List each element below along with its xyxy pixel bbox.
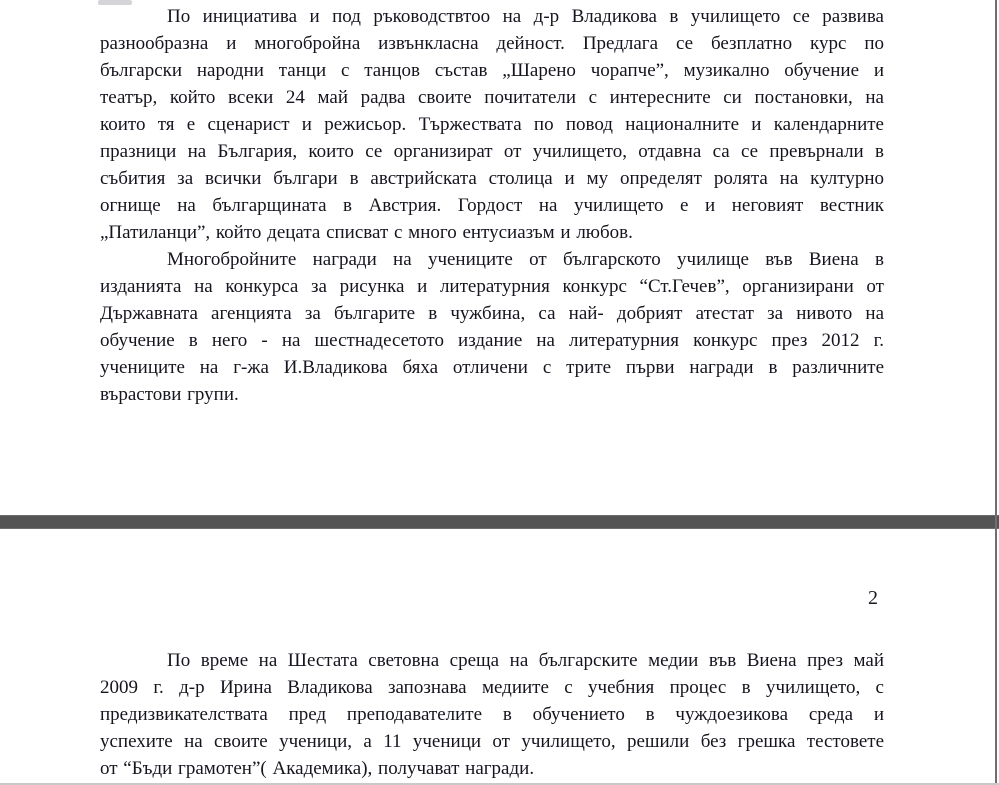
text-line: изданията на конкурса за рисунка и литературния конкурс “Ст.Гечев”, организирани от bbox=[100, 276, 884, 297]
text-line: По инициатива и под ръководствтоо на д-р Владикова в училището се развива bbox=[167, 6, 884, 27]
text-line: събития за всички българи в австрийската столица и му определят ролята на културно bbox=[100, 168, 884, 189]
text-line: Многобройните награди на учениците от българското училище във Виена в bbox=[167, 249, 884, 270]
text-line: успехите на своите ученици, а 11 ученици от училището, решили без грешка тестовете bbox=[100, 731, 884, 752]
text-line: празници на България, които се организират от училището, отдавна са се превърнали в bbox=[100, 141, 884, 162]
page-number: 2 bbox=[868, 587, 878, 609]
page-1-text bbox=[100, 3, 884, 408]
text-line: театър, който всеки 24 май радва своите почитатели с интересните си постановки, на bbox=[100, 87, 884, 108]
paragraph-1 bbox=[100, 647, 884, 782]
text-line: „Патиланци”, който децата списват с много ентусиазъм и любов. bbox=[100, 222, 633, 243]
text-line: български народни танци с танцов състав „Шарено чорапче”, музикално обучение и bbox=[100, 60, 884, 81]
paragraph-1 bbox=[100, 3, 884, 246]
text-line: 2009 г. д-р Ирина Владикова запознава медиите с учебния процес в училището, с bbox=[100, 677, 884, 698]
page-separator-band bbox=[0, 515, 999, 529]
text-line: които тя е сценарист и режисьор. Тържествата по повод националните и календарните bbox=[100, 114, 884, 135]
text-line: По време на Шестата световна среща на българските медии във Виена през май bbox=[167, 650, 884, 671]
text-line: обучение в него - на шестнадесетото издание на литературния конкурс през 2012 г. bbox=[100, 330, 884, 351]
text-line: огнище на българщината в Австрия. Гордост на училището е и неговият вестник bbox=[100, 195, 884, 216]
text-line: върастови групи. bbox=[100, 384, 239, 405]
text-line: Държавната агенцията за българите в чужбина, са най- добрият атестат за нивото на bbox=[100, 303, 884, 324]
text-line: от “Бъди грамотен”( Академика), получават награди. bbox=[100, 758, 535, 779]
page-edge-line bbox=[995, 0, 997, 785]
text-line: учениците на г-жа И.Владикова бяха отличени с трите първи награди в различните bbox=[100, 357, 884, 378]
paragraph-2 bbox=[100, 246, 884, 408]
text-line: предизвикателствата пред преподавателите в обучението в чуждоезикова среда и bbox=[100, 704, 884, 725]
text-line: разнообразна и многобройна извънкласна дейност. Предлага се безплатно курс по bbox=[100, 33, 884, 54]
page-2-text bbox=[100, 647, 884, 782]
